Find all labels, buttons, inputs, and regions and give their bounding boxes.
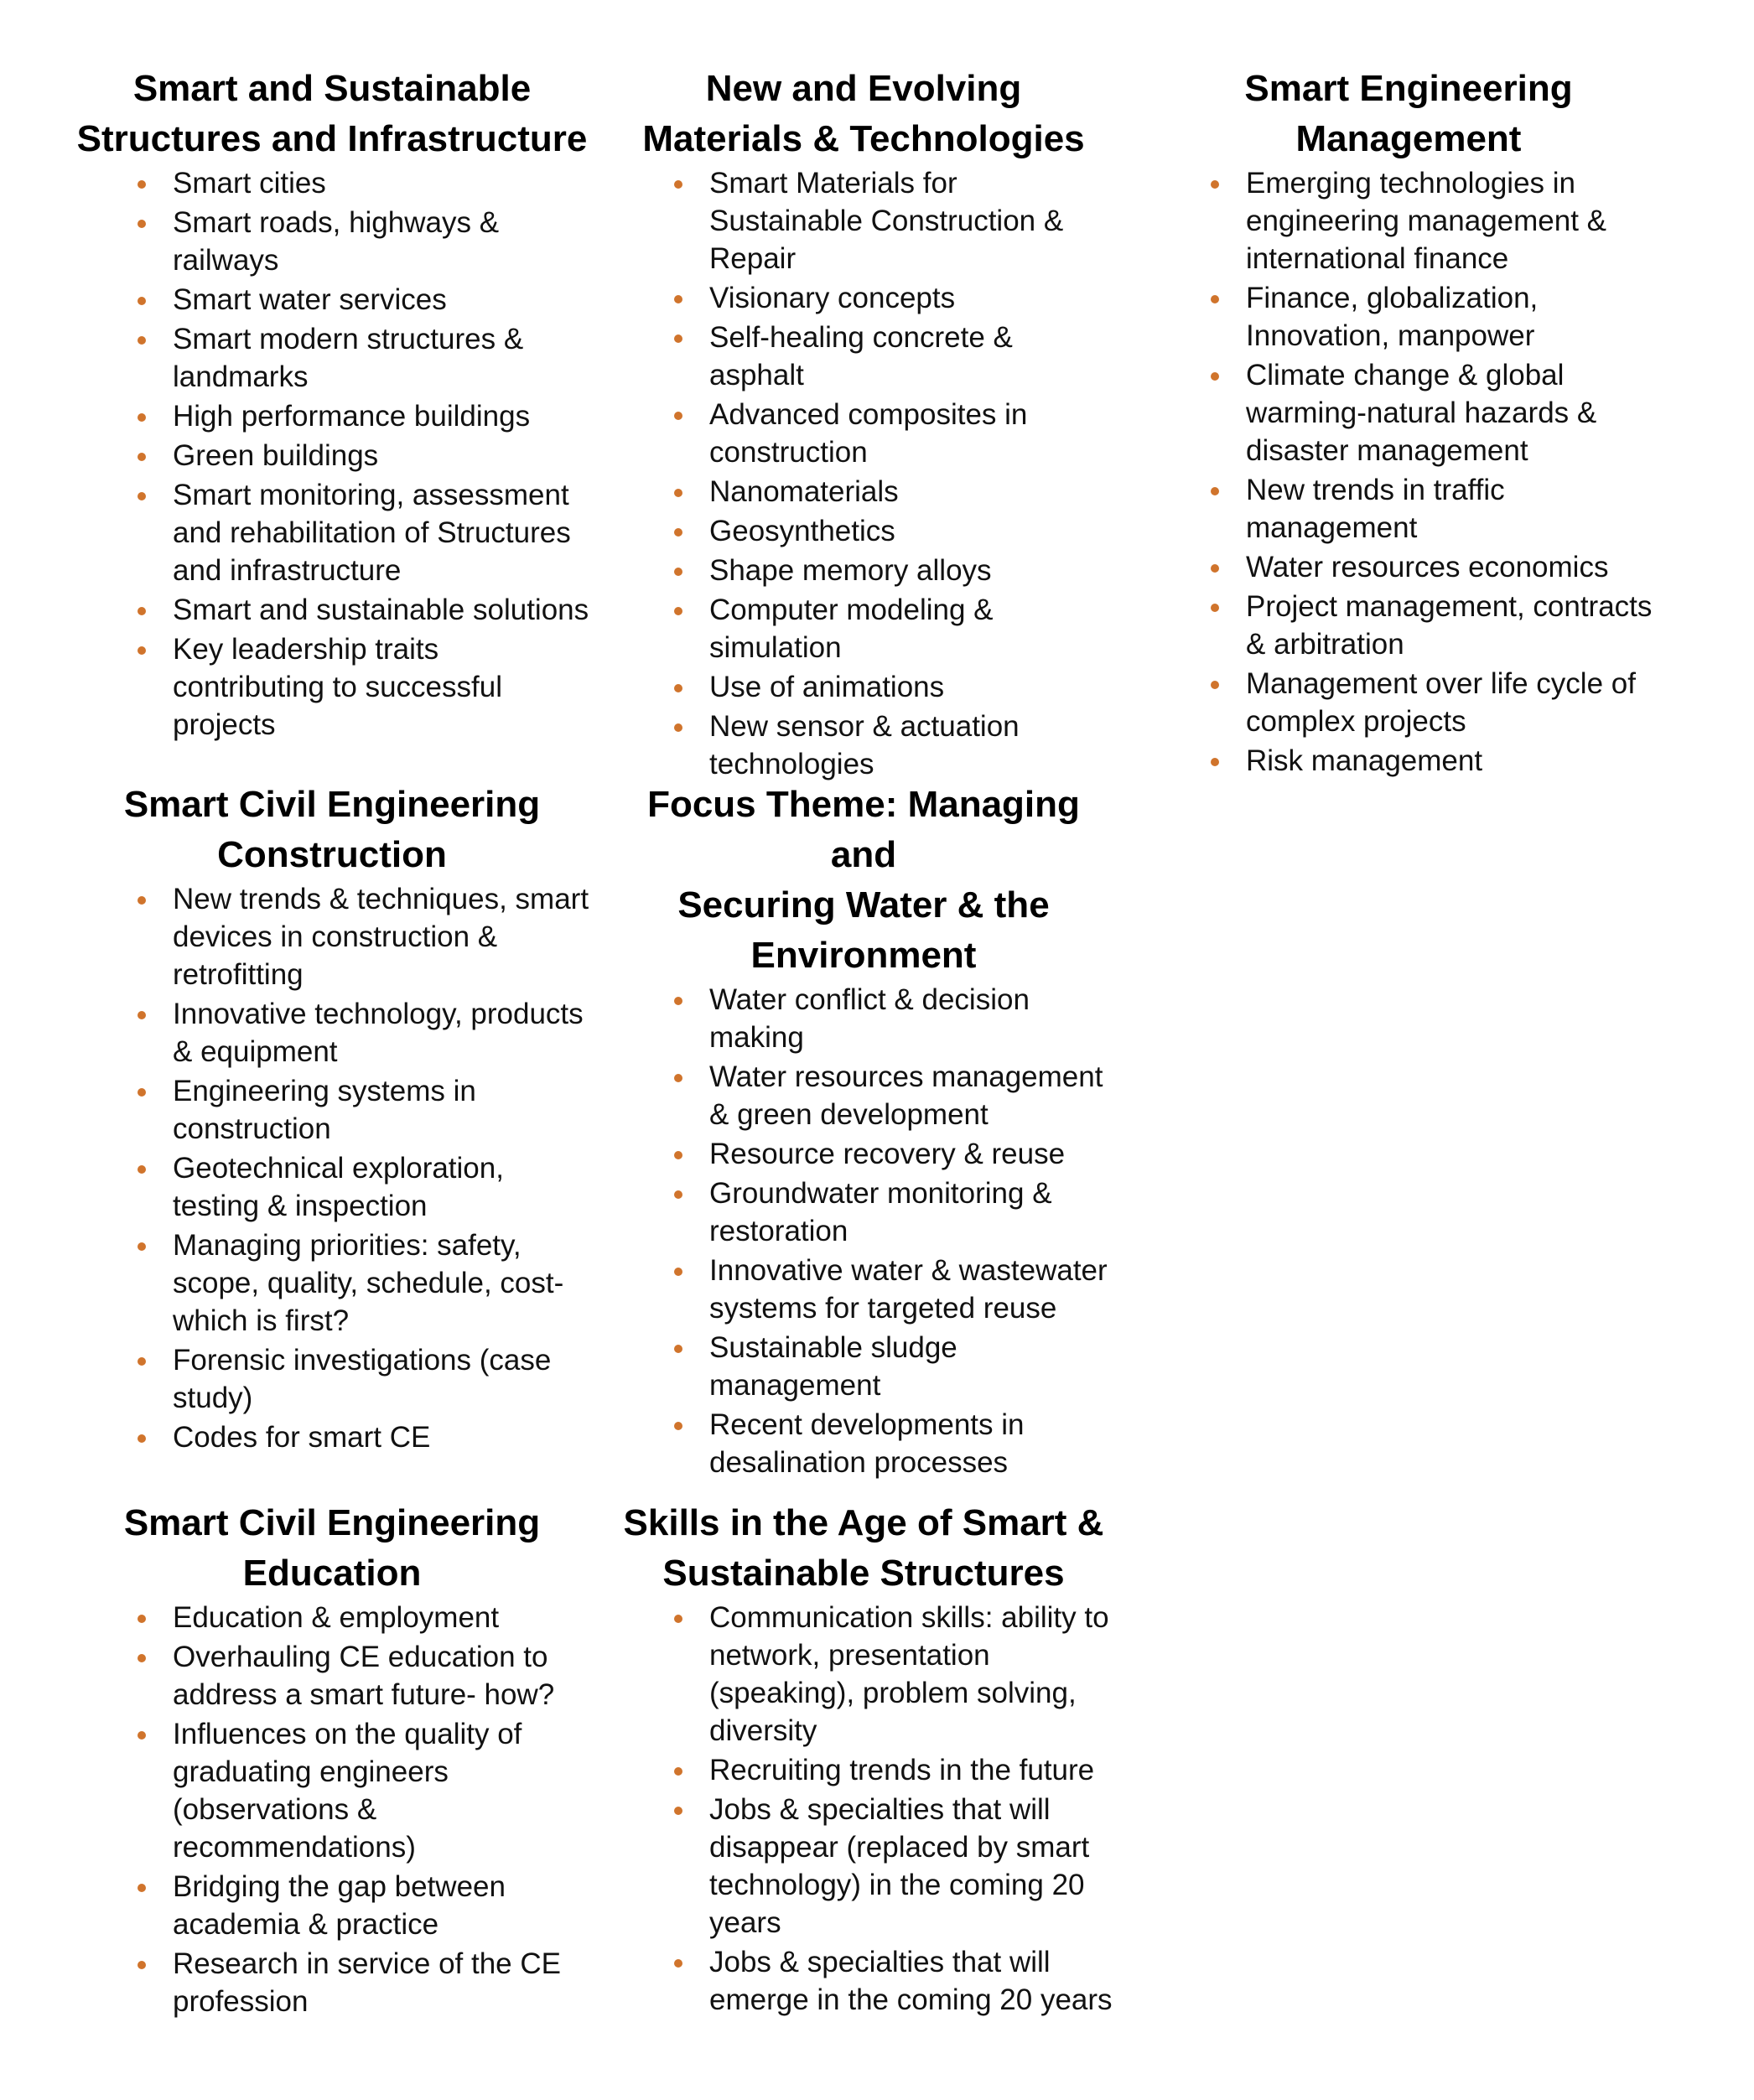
topic-list [134, 164, 595, 744]
bullet-icon [674, 334, 682, 343]
bullet-icon [138, 1242, 146, 1251]
list-item: Resource recovery & reuse [671, 1135, 1115, 1173]
list-item: Innovative technology, products & equipment [134, 995, 595, 1071]
list-item: Finance, globalization, Innovation, manpower [1207, 279, 1660, 355]
bullet-icon [138, 453, 146, 461]
bullet-icon [1211, 604, 1219, 612]
list-item: Research in service of the CE profession [134, 1945, 595, 2020]
section-skills [612, 1498, 1115, 2020]
bullet-icon [138, 297, 146, 305]
list-item: Smart roads, highways & railways [134, 204, 595, 279]
section-title: Smart Civil Engineering Education [123, 1502, 541, 1594]
list-item: Geotechnical exploration, testing & inspection [134, 1149, 595, 1225]
list-item: New sensor & actuation technologies [671, 708, 1115, 783]
section-title: Smart and Sustainable Structures and Infrastructure [76, 68, 588, 159]
topic-list [1207, 164, 1660, 780]
list-item: Overhauling CE education to address a smart future- how? [134, 1638, 595, 1714]
list-item: Groundwater monitoring & restoration [671, 1174, 1115, 1250]
bullet-icon [1211, 372, 1219, 381]
bullet-icon [138, 896, 146, 905]
bullet-icon [138, 336, 146, 345]
bullet-icon [138, 1165, 146, 1174]
list-item: Sustainable sludge management [671, 1329, 1115, 1404]
list-item: Self-healing concrete & asphalt [671, 319, 1115, 394]
list-item: Bridging the gap between academia & practice [134, 1868, 595, 1943]
list-item: Computer modeling & simulation [671, 591, 1115, 666]
list-item: Communication skills: ability to network, presentation (speaking), problem solving, diversity [671, 1599, 1115, 1750]
list-item: Jobs & specialties that will emerge in the coming 20 years [671, 1943, 1115, 2019]
bullet-icon [674, 1422, 682, 1430]
bullet-icon [674, 1959, 682, 1968]
list-item: Management over life cycle of complex projects [1207, 665, 1660, 740]
bullet-icon [674, 1268, 682, 1276]
bullet-icon [674, 607, 682, 615]
list-item: Water resources management & green development [671, 1058, 1115, 1133]
list-item: Green buildings [134, 437, 595, 474]
list-item: High performance buildings [134, 397, 595, 435]
bullet-icon [674, 528, 682, 537]
section-title: New and Evolving Materials & Technologies [642, 68, 1085, 159]
bullet-icon [138, 180, 146, 189]
list-item: Education & employment [134, 1599, 595, 1636]
list-item: Project management, contracts & arbitration [1207, 588, 1660, 663]
bullet-icon [674, 1190, 682, 1199]
section-title: Smart Engineering Management [1244, 68, 1573, 159]
list-item: Managing priorities: safety, scope, quality, schedule, cost- which is first? [134, 1226, 595, 1340]
bullet-icon [138, 607, 146, 615]
section-title: Skills in the Age of Smart & Sustainable Structures [623, 1502, 1104, 1594]
section-title: Focus Theme: Managing and Securing Water & the Environment [647, 784, 1080, 976]
list-item: Smart modern structures & landmarks [134, 320, 595, 396]
list-item: Shape memory alloys [671, 552, 1115, 589]
list-item: Jobs & specialties that will disappear (replaced by smart technology) in the coming 20 years [671, 1791, 1115, 1942]
bullet-icon [674, 1767, 682, 1776]
bullet-icon [138, 1088, 146, 1097]
section-education [72, 1498, 592, 2022]
bullet-icon [138, 220, 146, 228]
bullet-icon [138, 1961, 146, 1969]
bullet-icon [1211, 295, 1219, 303]
bullet-icon [138, 1011, 146, 1019]
list-item: Climate change & global warming-natural hazards & disaster management [1207, 356, 1660, 469]
list-item: Key leadership traits contributing to successful projects [134, 630, 595, 744]
list-item: Influences on the quality of graduating engineers (observations & recommendations) [134, 1715, 595, 1866]
topic-list [671, 1599, 1115, 2019]
topic-list [671, 164, 1115, 783]
list-item: New trends in traffic management [1207, 471, 1660, 547]
bullet-icon [674, 568, 682, 576]
list-item: Engineering systems in construction [134, 1072, 595, 1148]
bullet-icon [674, 180, 682, 189]
list-item: Innovative water & wastewater systems for targeted reuse [671, 1252, 1115, 1327]
bullet-icon [138, 1884, 146, 1892]
list-item: Smart monitoring, assessment and rehabilitation of Structures and infrastructure [134, 476, 595, 589]
bullet-icon [138, 413, 146, 422]
list-item: Smart and sustainable solutions [134, 591, 595, 629]
bullet-icon [674, 1074, 682, 1082]
topic-list [671, 981, 1115, 1481]
list-item: Visionary concepts [671, 279, 1115, 317]
section-new-materials [612, 64, 1115, 785]
list-item: Emerging technologies in engineering management & international finance [1207, 164, 1660, 277]
bullet-icon [1211, 487, 1219, 495]
section-smart-structures [72, 64, 592, 745]
bullet-icon [138, 1357, 146, 1366]
bullet-icon [674, 1615, 682, 1623]
list-item: Recruiting trends in the future [671, 1751, 1115, 1789]
topic-list [134, 880, 595, 1456]
list-item: Geosynthetics [671, 512, 1115, 550]
section-construction [72, 780, 592, 1458]
topic-list [134, 1599, 595, 2020]
list-item: Use of animations [671, 668, 1115, 706]
section-water-focus-theme [612, 780, 1115, 1483]
bullet-icon [674, 1151, 682, 1159]
list-item: Recent developments in desalination processes [671, 1406, 1115, 1481]
list-item: Forensic investigations (case study) [134, 1341, 595, 1417]
bullet-icon [138, 646, 146, 655]
bullet-icon [138, 1615, 146, 1623]
list-item: Codes for smart CE [134, 1418, 595, 1456]
bullet-icon [674, 997, 682, 1005]
bullet-icon [138, 1434, 146, 1443]
bullet-icon [1211, 758, 1219, 766]
bullet-icon [138, 492, 146, 500]
bullet-icon [1211, 180, 1219, 189]
bullet-icon [674, 1807, 682, 1815]
bullet-icon [674, 723, 682, 732]
list-item: Water resources economics [1207, 548, 1660, 586]
bullet-icon [1211, 681, 1219, 689]
list-item: Risk management [1207, 742, 1660, 780]
bullet-icon [674, 1345, 682, 1353]
list-item: Nanomaterials [671, 473, 1115, 511]
bullet-icon [138, 1654, 146, 1662]
section-engineering-management [1157, 64, 1660, 781]
bullet-icon [1211, 564, 1219, 573]
list-item: Smart water services [134, 281, 595, 319]
list-item: Smart Materials for Sustainable Construction & Repair [671, 164, 1115, 277]
bullet-icon [674, 412, 682, 420]
list-item: Water conflict & decision making [671, 981, 1115, 1056]
bullet-icon [674, 295, 682, 303]
bullet-icon [138, 1731, 146, 1740]
bullet-icon [674, 489, 682, 497]
bullet-icon [674, 684, 682, 692]
list-item: New trends & techniques, smart devices in construction & retrofitting [134, 880, 595, 993]
section-title: Smart Civil Engineering Construction [123, 784, 541, 875]
list-item: Smart cities [134, 164, 595, 202]
list-item: Advanced composites in construction [671, 396, 1115, 471]
